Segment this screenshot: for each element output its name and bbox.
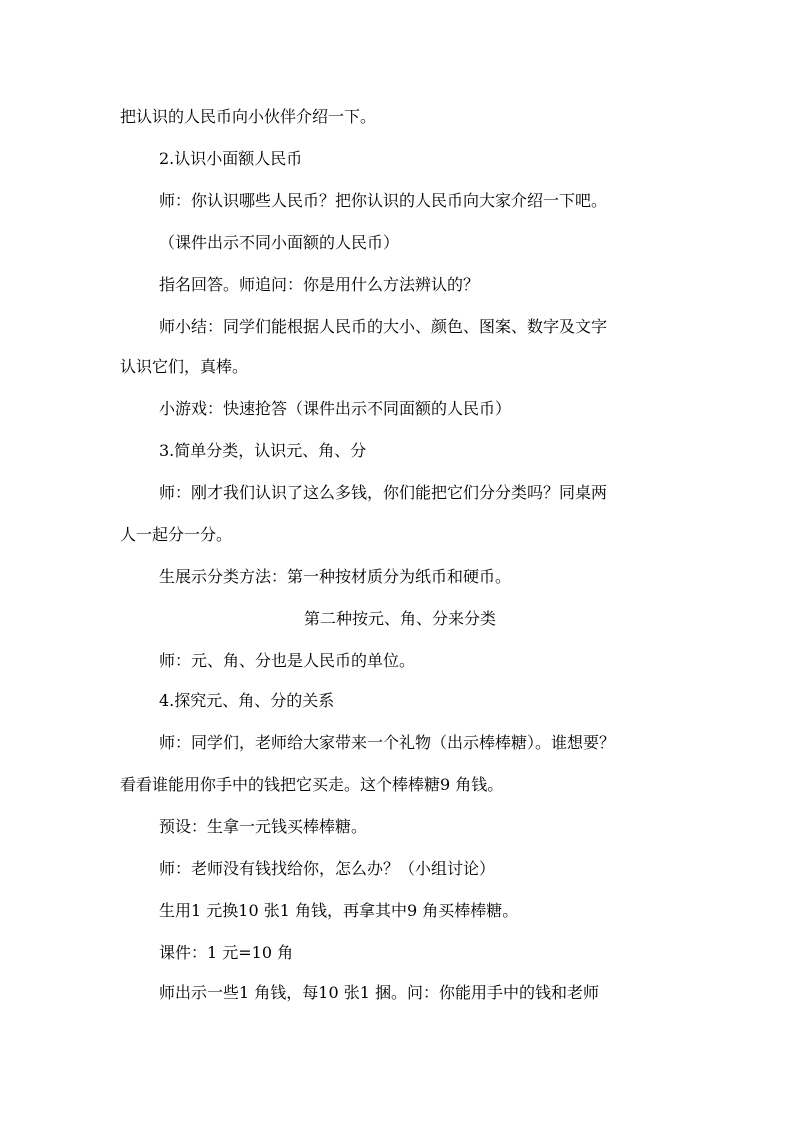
paragraph-line: 师：老师没有钱找给你，怎么办？（小组讨论） — [159, 859, 496, 878]
paragraph-line: 师：刚才我们认识了这么多钱，你们能把它们分分类吗？同桌两 — [159, 483, 608, 502]
paragraph-line: 师：元、角、分也是人民币的单位。 — [159, 651, 416, 670]
paragraph-line-wrap: 认识它们，真棒。 — [120, 357, 249, 376]
paragraph-line: 生用1 元换10 张1 角钱，再拿其中9 角买棒棒糖。 — [159, 901, 519, 920]
paragraph-line: 师：你认识哪些人民币？把你认识的人民币向大家介绍一下吧。 — [159, 191, 608, 210]
paragraph-line: 师出示一些1 角钱，每10 张1 捆。问：你能用手中的钱和老师 — [159, 983, 599, 1002]
paragraph-line: 小游戏：快速抢答（课件出示不同面额的人民币） — [159, 399, 512, 418]
section-heading-3: 3.简单分类，认识元、角、分 — [159, 441, 367, 460]
section-heading-4: 4.探究元、角、分的关系 — [159, 691, 335, 710]
paragraph-line: （课件出示不同小面额的人民币） — [159, 233, 400, 252]
paragraph-line-centered: 第二种按元、角、分来分类 — [303, 609, 496, 628]
paragraph-line: 预设：生拿一元钱买棒棒糖。 — [159, 817, 368, 836]
paragraph-line-wrap: 看看谁能用你手中的钱把它买走。这个棒棒糖9 角钱。 — [120, 775, 504, 794]
paragraph-line: 指名回答。师追问：你是用什么方法辨认的？ — [159, 275, 480, 294]
paragraph-line: 师：同学们，老师给大家带来一个礼物（出示棒棒糖）。谁想要？ — [159, 733, 616, 752]
text-line-continuation: 把认识的人民币向小伙伴介绍一下。 — [120, 107, 377, 126]
section-heading-2: 2.认识小面额人民币 — [159, 149, 303, 168]
paragraph-line: 师小结：同学们能根据人民币的大小、颜色、图案、数字及文字 — [159, 317, 608, 336]
paragraph-line: 生展示分类方法：第一种按材质分为纸币和硬币。 — [159, 567, 512, 586]
paragraph-line-wrap: 人一起分一分。 — [120, 525, 233, 544]
paragraph-line: 课件：1 元=10 角 — [159, 943, 294, 962]
